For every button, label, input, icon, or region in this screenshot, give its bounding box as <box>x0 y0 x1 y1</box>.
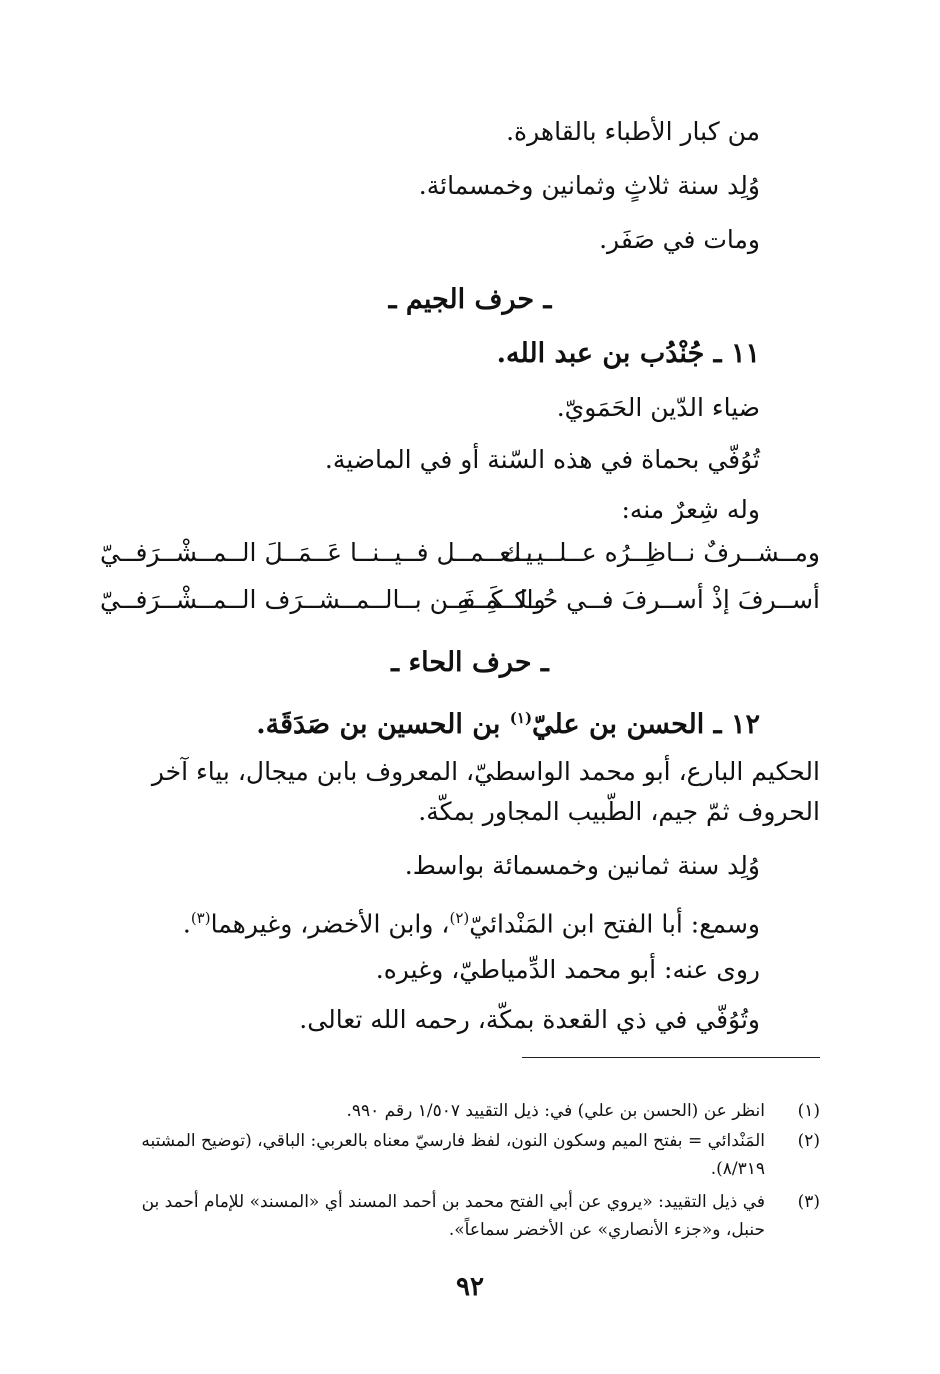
text-line <box>183 898 760 944</box>
poem-verse <box>100 533 820 573</box>
text-line: من كبار الأطباء بالقاهرة. <box>506 117 760 146</box>
footnote <box>100 1097 820 1125</box>
text-line: تُوُفّي بحماة في هذه السّنة أو في الماضية. <box>324 445 760 474</box>
footnote-text: انظر عن (الحسن بن علي) في: ذيل التقييد ١/٥٠٧ رقم ٩٩٠. <box>346 1101 765 1121</box>
entry-11-title: ١١ ـ جُنْدُب بن عبد الله. <box>496 338 760 369</box>
poem-verse <box>100 580 820 620</box>
footnote-ref: (٢) <box>449 909 470 927</box>
page-number: ٩٢ <box>456 1272 484 1302</box>
poem-hemistich-right: أســرفَ إذْ أســرفَ فــي حُــكــمِــهِ <box>457 585 820 614</box>
poem-hemistich-left: يــعــمــل فــيــنــا عَــمَــلَ الــمــشْــرَفــيّ <box>100 538 533 567</box>
text-line: ضياء الدّين الحَمَويّ. <box>556 393 760 422</box>
footnote-text: في ذيل التقييد: «يروي عن أبي الفتح محمد بن أحمد المسند أي «المسند» للإمام أحمد بن حنبل، و«جزء الأنصاري» عن الأخضر سماعاً». <box>141 1192 765 1240</box>
footnote-number: (٣) <box>797 1192 820 1212</box>
text-line: ومات في صَفَر. <box>599 225 760 254</box>
section-heading-jim: ـ حرف الجيم ـ <box>388 284 552 315</box>
text-line: وُلِد سنة ثلاثٍ وثمانين وخمسمائة. <box>418 171 760 200</box>
entry-12-title <box>256 698 760 745</box>
footnote-divider <box>522 1057 820 1058</box>
text-part: وسمع: أبا الفتح ابن المَنْدائيّ <box>469 909 760 939</box>
footnote-number: (٢) <box>797 1131 820 1151</box>
text-line: وله شِعرٌ منه: <box>621 495 760 524</box>
footnote <box>100 1127 820 1183</box>
footnote <box>100 1188 820 1244</box>
text-line: روى عنه: أبو محمد الدِّمياطيّ، وغيره. <box>375 955 760 984</box>
poem-hemistich-right: ومــشــرفٌ نــاظِــرُه عــلــيــك <box>500 538 820 567</box>
text-part: . <box>182 909 191 939</box>
footnote-ref: (١) <box>509 709 533 727</box>
text-line: وتُوُفّي في ذي القعدة بمكّة، رحمه الله تعالى. <box>299 1005 760 1034</box>
footnote-text: المَنْدائي = بفتح الميم وسكون النون، لفظ فارسيّ معناه بالعربي: الباقي، (توضيح المشتبه ٨/٣١٩). <box>141 1131 765 1179</box>
text-line: وُلِد سنة ثمانين وخمسمائة بواسط. <box>404 851 760 880</box>
entry-title-part: ١٢ ـ الحسن بن عليّ <box>532 709 760 740</box>
text-part: ، وابن الأخضر، وغيرهما <box>210 909 450 939</box>
footnote-ref: (٣) <box>190 909 211 927</box>
entry-title-part: بن الحسين بن صَدَقَة. <box>256 709 510 740</box>
poem-hemistich-left: والــكَــفَــن بــالــمــشــرَف الــمــشْــرَفــيّ <box>100 585 546 614</box>
paragraph: الحكيم البارع، أبو محمد الواسطيّ، المعروف بابن ميجال، بياء آخر الحروف ثمّ جيم، الطّبيب المجاور بمكّة. <box>151 757 820 826</box>
footnote-number: (١) <box>797 1101 820 1121</box>
section-heading-ha: ـ حرف الحاء ـ <box>391 647 549 678</box>
